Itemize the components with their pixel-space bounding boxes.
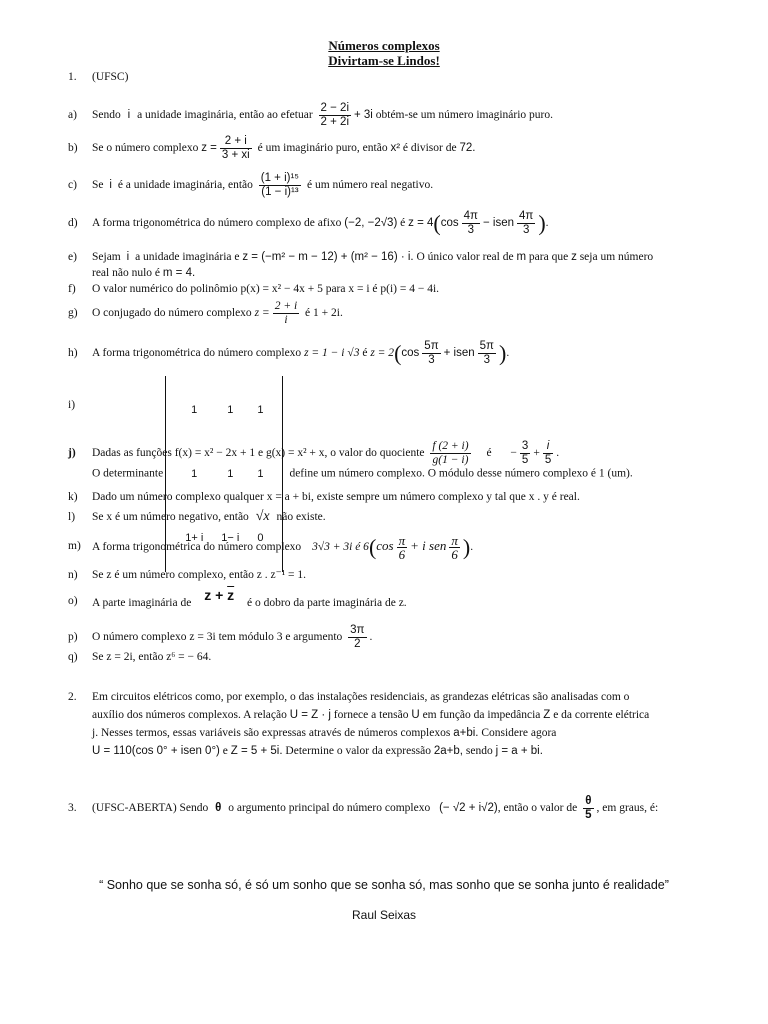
math-expr: 3√3 + 3i é 6 <box>312 541 369 553</box>
fraction: $\frac{3}{5}$ <box>521 439 529 466</box>
item-text: O conjugado do número complexo <box>92 307 252 319</box>
item-label: n) <box>68 569 78 581</box>
determinant-matrix: 1 1 1 1 1 1 1+ i 1− i 0 <box>165 376 283 572</box>
item-text: O número complexo z = 3i tem módulo 3 e argumento <box>92 631 343 643</box>
item-label: k) <box>68 491 78 503</box>
item-text: A forma trigonométrica do número complexo de afixo <box>92 217 342 229</box>
item-text: Se z é um número complexo, então z . z⁻¹ = 1. <box>92 569 306 581</box>
fraction: $\frac{4\pi}{3}$ <box>463 209 478 236</box>
math-expr: 72. <box>459 142 476 154</box>
theta-symbol: θ <box>215 802 222 814</box>
item-text: seja um número <box>579 251 654 263</box>
item-text: Em circuitos elétricos como, por exemplo, o das instalações residenciais, as grandezas elétricas são analisadas com o <box>92 691 630 703</box>
quote-author: Raul Seixas <box>351 908 417 922</box>
item-label: l) <box>68 511 76 523</box>
item-text: Se o número complexo <box>92 142 199 154</box>
item-text: é a unidade imaginária, então <box>117 179 253 191</box>
quote-text: “ Sonho que se sonha só, é só um sonho que se sonha só, mas sonho que se sonha junto é realidade” <box>99 878 669 892</box>
item-text: O valor numérico do polinômio p(x) = x² − 4x + 5 para x = i é p(i) = 4 − 4i. <box>92 283 440 295</box>
math-expr: z = 4 <box>408 217 434 229</box>
question-number: 3. <box>68 802 77 814</box>
item-text: é divisor de <box>402 142 457 154</box>
page-title: Números complexos <box>328 38 440 53</box>
math-expr: z = 2 <box>370 347 395 359</box>
fraction: $\frac{\theta}{5}$ <box>585 794 592 821</box>
item-text: é <box>362 347 368 359</box>
math-expr: a+bi. <box>453 727 479 739</box>
math-expr: U = 110(cos 0° + isen 0°) <box>92 745 220 757</box>
item-label: i) <box>68 399 76 411</box>
fraction: $\frac{\text{(1 + i)¹⁵}}{\text{(1 − i)¹³}}$ <box>260 171 300 198</box>
question-number: 1. <box>68 71 77 83</box>
fraction: $\frac{f (2 + i)}{g(1 - i)}$ <box>432 439 469 466</box>
math-expr: j = a + bi. <box>495 745 543 757</box>
math-expr: z = <box>201 142 217 154</box>
item-text: Sejam <box>92 251 121 263</box>
math-expr: x² <box>390 142 401 154</box>
question-number: 2. <box>68 691 77 703</box>
imaginary-unit: i <box>109 179 112 191</box>
item-label: c) <box>68 179 77 191</box>
fraction: $\frac{i}{5}$ <box>544 439 552 466</box>
item-label: d) <box>68 217 78 229</box>
item-text: real não nulo é <box>92 267 161 279</box>
item-label: m) <box>68 540 81 552</box>
fraction: $\frac{2 + i}{3 + xi}$ <box>221 134 250 161</box>
item-label: g) <box>68 307 78 319</box>
item-text: Dado um número complexo qualquer x = a + bi, existe sempre um número complexo y tal que x . y é real. <box>92 491 580 503</box>
item-label: a) <box>68 109 77 121</box>
item-label: o) <box>68 595 78 607</box>
math-expr: + 3i <box>354 109 373 121</box>
item-text: é <box>486 447 492 459</box>
fraction: $\frac{5\pi}{3}$ <box>424 339 439 366</box>
item-label: q) <box>68 651 78 663</box>
item-text: é <box>400 217 406 229</box>
item-text: a unidade imaginária, então ao efetuar <box>137 109 313 121</box>
item-text: para que <box>528 251 569 263</box>
item-label: f) <box>68 283 76 295</box>
item-text: O determinante <box>92 467 164 480</box>
item-label: e) <box>68 251 77 263</box>
item-text: a unidade imaginária e <box>135 251 240 263</box>
imaginary-unit: i <box>126 251 130 263</box>
item-text: Dadas as funções f(x) = x² − 2x + 1 e g(x) = x² + x, o valor do quociente <box>92 447 425 459</box>
math-expr: $z + \overline{z}$ <box>204 587 235 603</box>
item-text: não existe. <box>276 511 326 523</box>
page-subtitle: Divirtam-se Lindos! <box>328 53 440 68</box>
math-expr: z = 1 − i √3 <box>304 347 360 359</box>
item-label: b) <box>68 142 78 154</box>
math-expr: cos <box>440 217 459 229</box>
math-expr: (− √2 + i√2) <box>439 802 498 814</box>
math-expr: z = <box>254 307 270 319</box>
item-label: j) <box>68 447 76 459</box>
item-label: p) <box>68 631 78 643</box>
math-expr: + isen <box>443 347 475 359</box>
item-text: Sendo <box>92 109 121 121</box>
math-expr: m = 4. <box>162 267 196 279</box>
item-text: é um número real negativo. <box>306 179 434 191</box>
question-source: (UFSC) <box>92 71 129 83</box>
item-text: é o dobro da parte imaginária de z. <box>247 597 407 609</box>
math-expr: z = (−m² − m − 12) + (m² − 16) · i. <box>242 251 414 263</box>
fraction: $\frac{3\pi}{2}$ <box>350 623 365 650</box>
math-expr: + i sen <box>410 538 447 553</box>
item-text: A parte imaginária de <box>92 597 192 609</box>
math-expr: 2a+b, <box>433 745 463 757</box>
math-expr: √x <box>255 509 270 524</box>
item-text: A forma trigonométrica do número complexo <box>92 541 302 553</box>
fraction: $\frac{2 + i}{i}$ <box>274 299 298 326</box>
fraction: $\frac{\pi}{6}$ <box>398 532 406 562</box>
fraction: $\frac{\pi}{6}$ <box>451 532 458 562</box>
worksheet-page: Números complexos Divirtam-se Lindos! 1. (UFSC) a) Sendo i a unidade imaginária, então ao efetuar $\frac{2 - 2i}{2 + 2i}$ + 3i obtém-se um número imaginário puro. b) Se o número complexo z = $\frac{2 + i}{3 + xi}$ é um imaginário puro, então x² é divisor de 72. c) Se i é a unidade imaginária, então $\frac{\text{(1 + i)¹⁵}}{\text{(1 − i)¹³}}$ é um número real negativo. d) A forma trigonométrica do número complexo de afixo (−2, −2√3) é z = 4(cos $\frac{4\pi}{3}$ − isen $\frac{4\pi}{3}$ ). e) Sejam i a unidade imaginária e z = (−m² − m − 12) + (m² − 16) · i. O único valor real de m para que z seja um número real não nulo é m = 4. f) O valor numérico do polinômio p(x) = x² − 4x + 5 para x = i é p(i) = 4 − 4i. g) O conjugado do número complexo z = $\frac{2 + i}{i}$ é 1 + 2i. h) A forma trigonométrica do número complexo z = 1 − i √3 é z = 2(cos $\frac{5\pi}{3}$ + isen $\frac{5\pi}{3}$ ). i) O determinante 1 1 1 1 1 1 1+ i 1− i 0 define um número complexo. O módulo desse número complexo é 1 (um). j) Dadas as funções f(x) = x² − 2x + 1 e g(x) = x² + x, o valor do quociente $\frac{f (2 + i)}{g(1 - i)}$ é − $\frac{3}{5}$ + $\frac{i}{5}$ . k) Dado um número complexo qualquer x = a + bi, existe sempre um número complexo y tal que x . y é real. l) Se x é um número negativo, então √x não existe. m) A forma trigonométrica do número complexo 3√3 + 3i é 6(cos $\frac{\pi}{6}$ + i sen $\frac{\pi}{6}$ ). n) Se z é um número complexo, então z . z⁻¹ = 1. o) A parte imaginária de $z + \overline{z}$ é o dobro da parte imaginária de z. p) O número complexo z = 3i tem módulo 3 e argumento $\frac{3\pi}{2}$ . q) Se z = 2i, então z⁶ = − 64. 2. Em circuitos elétricos como, por exemplo, o das instalações residenciais, as grandezas elétricas são analisadas com o auxílio dos números complexos. A relação U = Z · j fornece a tensão U em função da impedância Z e da corrente elétrica j. Nesses termos, essas variáveis são expressas através de números complexos a+bi. Considere agora U = 110(cos 0° + isen 0°) e Z = 5 + 5i. Determine o valor da expressão 2a+b, sendo j = a + bi. 3. (UFSC-ABERTA) Sendo θ o argumento principal do número complexo (− √2 + i√2), então o valor de $\frac{\theta}{5}$ , em graus, é: “ Sonho que se sonha só, é só um sonho que se sonha só, mas sonho que se sonha junto é realidade” Raul Seixas <box>0 0 768 1024</box>
item-text: A forma trigonométrica do número complexo <box>92 347 302 359</box>
item-text: O único valor real de <box>416 251 514 263</box>
item-text: define um número complexo. O módulo desse número complexo é 1 (um). <box>289 467 633 480</box>
fraction: $\frac{5\pi}{3}$ <box>479 339 494 366</box>
item-text: Se <box>92 179 104 191</box>
math-expr: (−2, −2√3) <box>344 217 398 229</box>
fraction: $\frac{4\pi}{3}$ <box>519 209 534 236</box>
item-label: h) <box>68 347 78 359</box>
item-text: Se z = 2i, então z⁶ = − 64. <box>92 651 212 663</box>
imaginary-unit: i <box>127 109 131 121</box>
math-expr: U = Z · j <box>289 709 331 721</box>
math-expr: Z = 5 + 5i. <box>230 745 283 757</box>
item-text: é um imaginário puro, então <box>257 142 388 154</box>
item-text: é 1 + 2i. <box>305 307 343 319</box>
item-text: obtém-se um número imaginário puro. <box>375 109 554 121</box>
item-text: Se x é um número negativo, então <box>92 511 249 523</box>
math-expr: − isen <box>482 217 514 229</box>
fraction: $\frac{2 - 2i}{2 + 2i}$ <box>320 101 349 128</box>
